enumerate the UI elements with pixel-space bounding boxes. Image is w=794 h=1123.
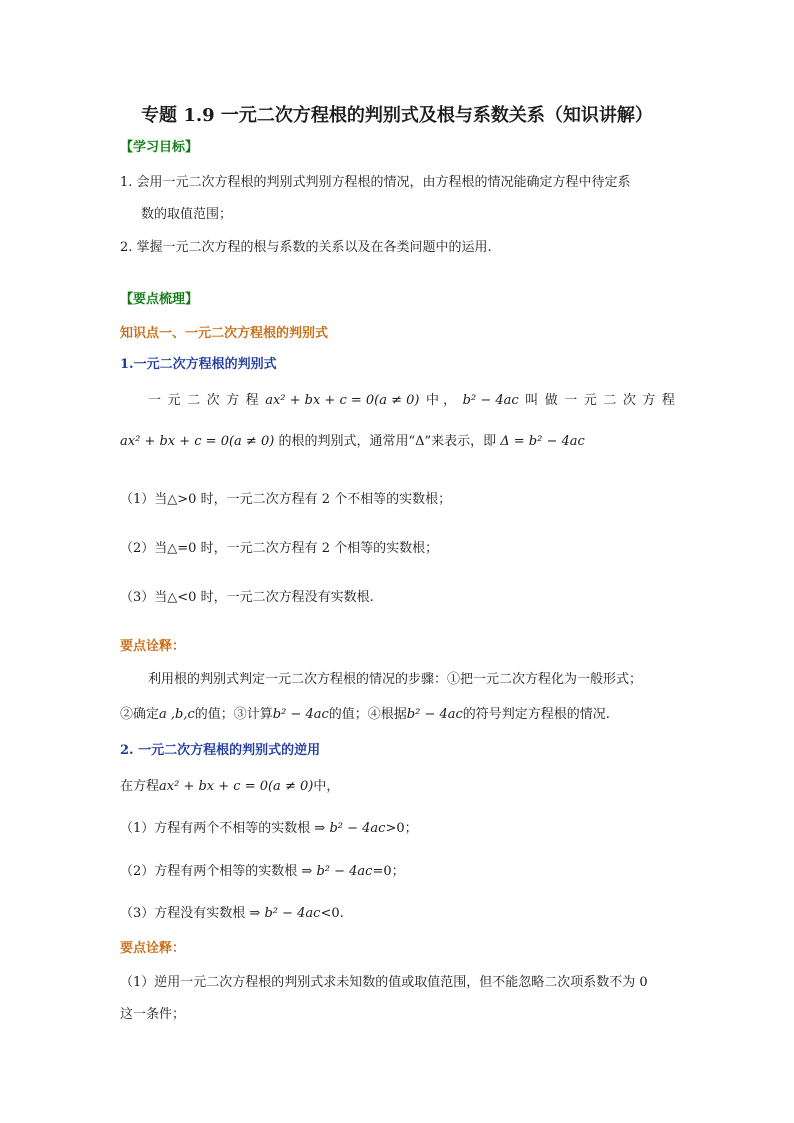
point1-heading: 知识点一、一元二次方程根的判别式 [120,326,329,341]
inverse-case-1 [120,820,418,838]
discriminant-expr: b² − 4ac [329,821,386,836]
inverse-case-3 [120,905,344,923]
intro-text: 在方程 [120,779,160,794]
definition-line-1 [148,392,675,410]
keypoints-heading: 【要点梳理】 [120,292,199,307]
objective-1-cont: 数的取值范围； [141,207,233,222]
note-text: ②确定 [120,707,160,722]
discriminant-expr: b² − 4ac [272,707,329,722]
def-text: 的根的判别式，通常用“Δ”来表示，即 [278,434,497,449]
case-3: （3）当△<0 时，一元二次方程没有实数根. [120,590,374,605]
def-char: 方 [642,393,656,408]
discriminant-expr: b² − 4ac [264,906,321,921]
case-text: （3）方程没有实数根 ⇒ [120,906,265,921]
case-text: （1）方程有两个不相等的实数根 ⇒ [120,821,330,836]
equation: ax² + bx + c = 0(a ≠ 0) [120,434,275,449]
discriminant-formula: Δ = b² − 4ac [500,434,585,449]
note1-line-2 [120,706,610,724]
sub1-heading: 1.一元二次方程根的判别式 [120,357,277,372]
case-1: （1）当△>0 时，一元二次方程有 2 个不相等的实数根； [120,492,452,507]
def-char: 二 [603,393,617,408]
note1-line-1: 利用根的判别式判定一元二次方程根的情况的步骤：①把一元二次方程化为一般形式； [148,672,643,687]
def-char: 次 [622,393,636,408]
def-char: 做 [544,393,558,408]
note-text: 的符号判定方程根的情况. [462,707,610,722]
equation: ax² + bx + c = 0(a ≠ 0) [159,779,314,794]
def-char: 二 [187,393,201,408]
note-text: 的值；③计算 [194,707,273,722]
definition-line-2 [120,433,585,451]
objectives-heading: 【学习目标】 [120,140,199,155]
case-text: <0. [320,906,344,921]
def-text: 中 ， [426,393,457,408]
note2-line-2: 这一条件； [120,1007,186,1022]
inverse-case-2 [120,863,405,881]
case-2: （2）当△=0 时，一元二次方程有 2 个相等的实数根； [120,541,439,556]
def-char: 次 [206,393,220,408]
def-char: 元 [583,393,597,408]
case-text: =0； [372,864,405,879]
def-char: 元 [167,393,181,408]
def-char: 程 [245,393,259,408]
objective-2: 2. 掌握一元二次方程的根与系数的关系以及在各类问题中的运用. [120,240,492,255]
def-char: 方 [226,393,240,408]
def-char: 一 [148,393,162,408]
note2-heading: 要点诠释： [120,941,186,956]
discriminant-expr: b² − 4ac [406,707,463,722]
note-text: 的值；④根据 [328,707,407,722]
case-text: （2）方程有两个相等的实数根 ⇒ [120,864,317,879]
intro-text: 中， [313,779,340,794]
sub2-heading: 2. 一元二次方程根的判别式的逆用 [120,743,321,758]
variables: a ,b,c [159,707,195,722]
inverse-intro [120,778,339,796]
def-char: 叫 [525,393,539,408]
note-heading: 要点诠释： [120,639,186,654]
page-title: 专题 1.9 一元二次方程根的判别式及根与系数关系（知识讲解） [141,105,653,126]
equation: ax² + bx + c = 0(a ≠ 0) [265,393,420,408]
case-text: >0； [385,821,418,836]
def-char: 程 [661,393,675,408]
def-char: 一 [564,393,578,408]
discriminant-expr: b² − 4ac [316,864,373,879]
objective-1: 1. 会用一元二次方程根的判别式判别方程根的情况，由方程根的情况能确定方程中待定系 [120,175,631,190]
note2-line-1: （1）逆用一元二次方程根的判别式求未知数的值或取值范围，但不能忽略二次项系数不为 0 [120,975,648,990]
discriminant-expr: b² − 4ac [462,393,519,408]
